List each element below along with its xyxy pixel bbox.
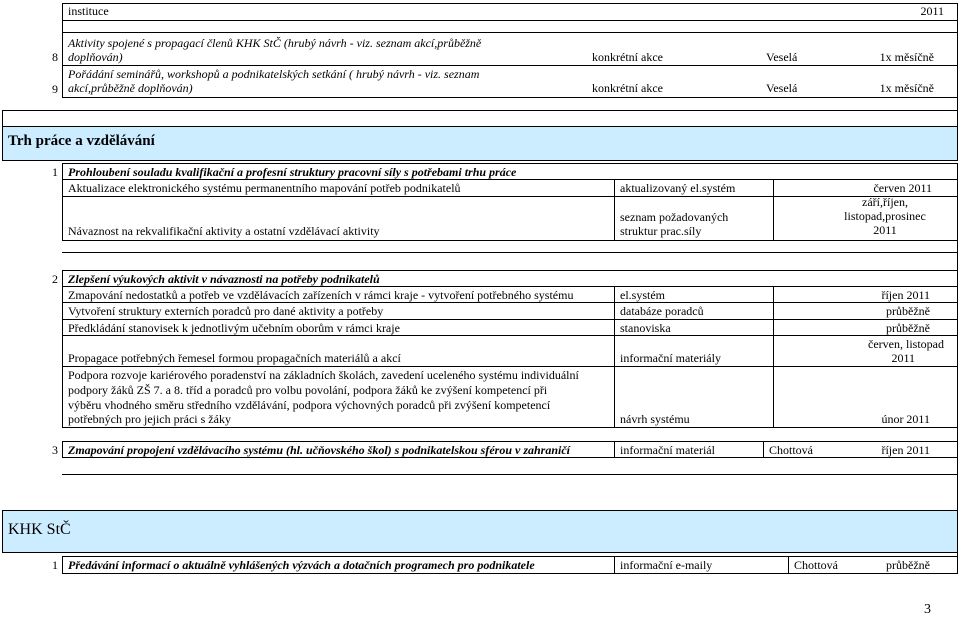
goal-1a-date: červen 2011 <box>873 181 932 195</box>
row-top-label: instituce <box>68 4 109 18</box>
section-title-trh: Trh práce a vzdělávání <box>8 133 155 149</box>
goal-2a-text: Zmapování nedostatků a potřeb ve vzdělávacích zařízeních v rámci kraje - vytvoření potřebného systému <box>68 288 574 302</box>
goal-2e-text-line3: výběru vhodného směru středního vzdělávání, podpora výchovných poradců při zvýšení kompetencí <box>68 398 551 412</box>
goal-2e-text-line1: Podpora rozvoje kariérového poradenství na základních školách, zavedení uceleného systému individuální <box>68 368 579 382</box>
goal-2c-text: Předkládání stanovisek k jednotlivým učebním oborům v rámci kraje <box>68 321 400 335</box>
goal-1b-date-line3: 2011 <box>873 223 897 237</box>
section-title-khk: KHK StČ <box>8 521 71 538</box>
goal-2d-text: Propagace potřebných řemesel formou propagačních materiálů a akcí <box>68 351 401 365</box>
row-8-number: 8 <box>52 50 58 64</box>
goal-2b-date: průběžně <box>886 304 930 318</box>
goal-3-responsible: Chottová <box>769 443 813 457</box>
row-8-activity-line2: doplňován) <box>68 50 123 64</box>
row-9-number: 9 <box>52 82 58 96</box>
page-number: 3 <box>924 602 931 617</box>
goal-2b-output: databáze poradců <box>620 304 704 318</box>
goal-2e-output: návrh systému <box>620 412 690 426</box>
row-9-activity-line1: Pořádání seminářů, workshopů a podnikatelských setkání ( hrubý návrh - viz. seznam <box>68 67 480 81</box>
goal-3-number: 3 <box>52 443 58 457</box>
goal-2e-text-line4: potřebných pro jejich práci s žáky <box>68 412 231 426</box>
row-8-type: konkrétní akce <box>592 50 663 64</box>
khk-1-title: Předávání informací o aktuálně vyhlášených výzvách a dotačních programech pro podnikatele <box>68 558 535 572</box>
goal-1-number: 1 <box>52 165 58 179</box>
khk-1-date: průběžně <box>886 558 930 572</box>
row-top-year: 2011 <box>920 4 944 18</box>
row-9-activity-line2: akcí,průběžně doplňován) <box>68 81 193 95</box>
goal-3-output: informační materiál <box>620 443 715 457</box>
goal-1a-output: aktualizovaný el.systém <box>620 181 736 195</box>
khk-1-responsible: Chottová <box>794 558 838 572</box>
khk-1-number: 1 <box>52 558 58 572</box>
row-8-frequency: 1x měsíčně <box>879 50 934 64</box>
goal-1b-text: Návaznost na rekvalifikační aktivity a ostatní vzdělávací aktivity <box>68 224 380 238</box>
row-9-responsible: Veselá <box>766 81 798 95</box>
goal-1b-date-line1: září,říjen, <box>862 195 908 209</box>
row-9-frequency: 1x měsíčně <box>879 81 934 95</box>
goal-1-title: Prohloubení souladu kvalifikační a profesní struktury pracovní síly s potřebami trhu práce <box>68 165 517 179</box>
section-band-khk <box>2 510 957 552</box>
goal-2a-date: říjen 2011 <box>881 288 930 302</box>
goal-2-number: 2 <box>52 272 58 286</box>
khk-1-output: informační e-maily <box>620 558 713 572</box>
goal-2a-output: el.systém <box>620 288 665 302</box>
goal-2c-output: stanoviska <box>620 321 671 335</box>
goal-1b-date-line2: listopad,prosinec <box>844 209 926 223</box>
goal-2e-text-line2: podpory žáků ZŠ 7. a 8. tříd a poradců pro volbu povolání, podpora žáků ke zvýšení kompetencí při <box>68 383 548 397</box>
goal-2d-date-line1: červen, listopad <box>868 337 944 351</box>
row-8-responsible: Veselá <box>766 50 798 64</box>
row-8-activity-line1: Aktivity spojené s propagací členů KHK StČ (hrubý návrh - viz. seznam akcí,průběžně <box>68 36 482 50</box>
row-9-type: konkrétní akce <box>592 81 663 95</box>
goal-2e-date: únor 2011 <box>881 412 930 426</box>
goal-2c-date: průběžně <box>886 321 930 335</box>
goal-3-title: Zmapování propojení vzdělávacího systému (hl. učňovského škol) s podnikatelskou sférou v zahraničí <box>68 443 571 457</box>
goal-1a-text: Aktualizace elektronického systému permanentního mapování potřeb podnikatelů <box>68 181 461 195</box>
goal-2d-date-line2: 2011 <box>891 351 915 365</box>
goal-3-date: říjen 2011 <box>881 443 930 457</box>
goal-2d-output: informační materiály <box>620 351 721 365</box>
goal-2b-text: Vytvoření struktury externích poradců pro dané aktivity a potřeby <box>68 304 384 318</box>
goal-2-title: Zlepšení výukových aktivit v návaznosti na potřeby podnikatelů <box>68 272 380 286</box>
goal-1b-output-line2: struktur prac.síly <box>620 224 702 238</box>
goal-1b-output-line1: seznam požadovaných <box>620 210 729 224</box>
